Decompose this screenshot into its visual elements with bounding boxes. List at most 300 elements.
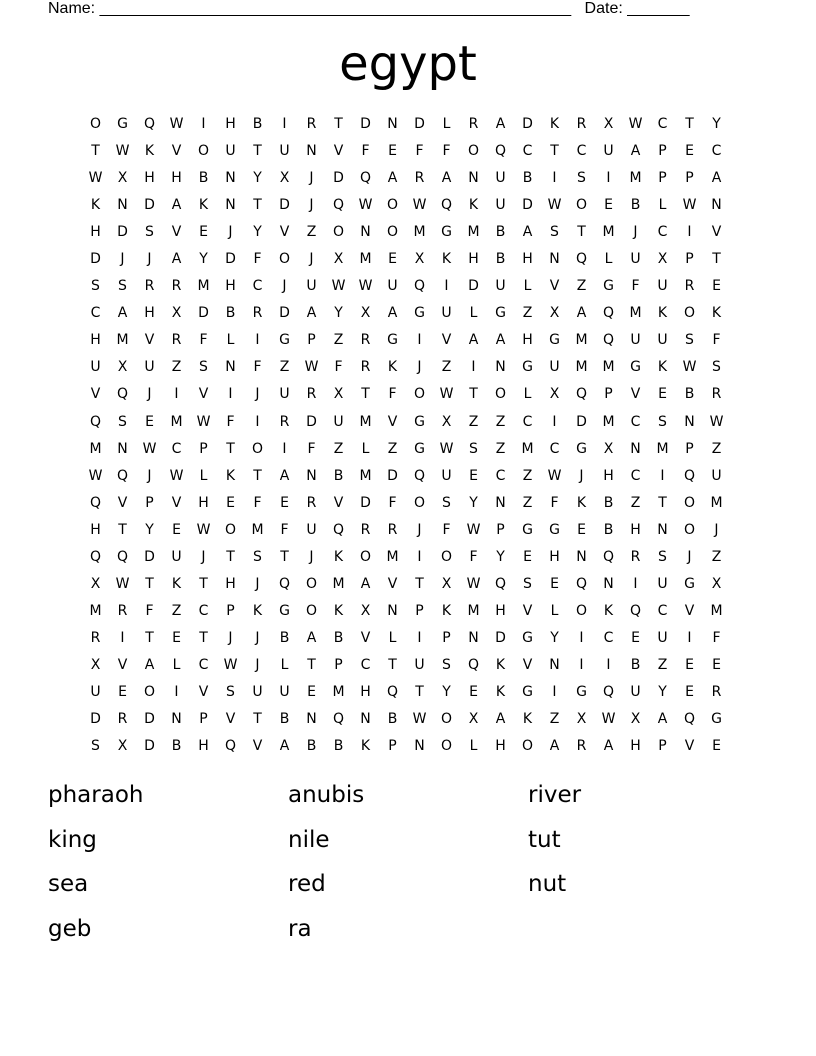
grid-letter: E xyxy=(469,467,478,484)
grid-letter: J xyxy=(687,548,692,565)
grid-letter: U xyxy=(306,278,317,295)
grid-letter: N xyxy=(495,359,506,376)
grid-letter: A xyxy=(495,116,506,132)
grid-letter: B xyxy=(684,386,695,403)
grid-letter: O xyxy=(143,683,156,700)
grid-letter: N xyxy=(603,575,614,592)
grid-letter: H xyxy=(144,305,155,322)
grid-letter: W xyxy=(601,711,616,728)
grid-letter: U xyxy=(90,683,101,700)
grid-letter: O xyxy=(359,548,372,565)
grid-letter: D xyxy=(90,251,101,268)
grid-letter: R xyxy=(171,332,182,349)
grid-letter: U xyxy=(279,143,290,160)
grid-letter: K xyxy=(495,656,506,673)
grid-letter: P xyxy=(685,251,694,268)
grid-letter: O xyxy=(386,197,399,214)
grid-letter: O xyxy=(467,143,480,160)
grid-letter: Y xyxy=(712,116,721,132)
grid-letter: S xyxy=(145,224,154,241)
grid-letter: M xyxy=(413,224,426,241)
grid-letter: R xyxy=(117,602,128,619)
grid-letter: V xyxy=(198,386,209,403)
grid-letter: X xyxy=(360,602,371,619)
grid-letter: Q xyxy=(332,711,345,728)
grid-letter: L xyxy=(523,386,532,403)
grid-letter: Q xyxy=(386,683,399,700)
grid-letter: M xyxy=(332,575,345,592)
grid-letter: H xyxy=(495,602,506,619)
grid-letter: W xyxy=(466,575,481,592)
grid-letter: A xyxy=(306,305,317,322)
grid-letter: I xyxy=(552,170,557,187)
grid-letter: Y xyxy=(334,305,343,322)
grid-letter: W xyxy=(223,656,238,673)
grid-letter: K xyxy=(657,305,668,322)
grid-letter: Z xyxy=(711,548,722,565)
grid-letter: Q xyxy=(413,467,426,484)
grid-letter: D xyxy=(522,116,533,132)
grid-letter: R xyxy=(576,738,587,755)
grid-letter: C xyxy=(657,116,668,132)
grid-letter: Z xyxy=(630,494,641,511)
grid-letter: V xyxy=(144,332,155,349)
grid-letter: L xyxy=(523,278,532,295)
grid-letter: H xyxy=(468,251,479,268)
grid-letter: S xyxy=(523,575,532,592)
grid-letter: K xyxy=(549,116,560,132)
grid-letter: Z xyxy=(306,224,317,241)
grid-letter: S xyxy=(118,413,127,430)
grid-letter: Q xyxy=(575,386,588,403)
grid-letter: X xyxy=(171,305,182,322)
grid-letter: Q xyxy=(359,170,372,187)
grid-letter: A xyxy=(279,467,290,484)
grid-letter: X xyxy=(441,575,452,592)
grid-letter: O xyxy=(521,738,534,755)
grid-letter: I xyxy=(120,629,125,646)
grid-letter: W xyxy=(412,197,427,214)
grid-letter: W xyxy=(169,116,184,132)
grid-letter: Z xyxy=(495,413,506,430)
grid-letter: F xyxy=(712,332,721,349)
word-list-item: nut xyxy=(528,871,567,897)
grid-letter: B xyxy=(333,467,344,484)
grid-letter: G xyxy=(441,224,452,241)
grid-letter: H xyxy=(522,332,533,349)
grid-letter: A xyxy=(603,738,614,755)
grid-letter: O xyxy=(683,521,696,538)
grid-letter: O xyxy=(413,494,426,511)
grid-letter: D xyxy=(387,467,398,484)
grid-letter: L xyxy=(388,629,397,646)
grid-letter: U xyxy=(441,467,452,484)
grid-letter: B xyxy=(522,170,533,187)
grid-letter: G xyxy=(576,440,587,457)
grid-letter: J xyxy=(579,467,584,484)
grid-letter: H xyxy=(603,467,614,484)
grid-letter: F xyxy=(199,332,208,349)
grid-letter: E xyxy=(577,521,586,538)
grid-letter: P xyxy=(415,602,424,619)
grid-letter: J xyxy=(282,278,287,295)
grid-letter: M xyxy=(629,170,642,187)
grid-letter: P xyxy=(496,521,505,538)
grid-letter: D xyxy=(225,251,236,268)
grid-letter: A xyxy=(144,656,155,673)
grid-letter: P xyxy=(307,332,316,349)
grid-letter: I xyxy=(282,116,287,132)
grid-letter: A xyxy=(360,575,371,592)
grid-letter: H xyxy=(630,738,641,755)
grid-letter: N xyxy=(657,521,668,538)
grid-letter: A xyxy=(576,305,587,322)
grid-letter: V xyxy=(225,711,236,728)
grid-letter: G xyxy=(549,521,560,538)
grid-letter: U xyxy=(279,683,290,700)
grid-letter: E xyxy=(307,683,316,700)
grid-letter: R xyxy=(279,413,290,430)
grid-letter: L xyxy=(226,332,235,349)
grid-letter: R xyxy=(360,359,371,376)
grid-letter: N xyxy=(387,116,398,132)
grid-letter: K xyxy=(495,683,506,700)
grid-letter: V xyxy=(90,386,101,403)
grid-letter: M xyxy=(251,521,264,538)
grid-letter: H xyxy=(90,224,101,241)
grid-letter: Q xyxy=(89,413,102,430)
grid-letter: H xyxy=(225,575,236,592)
grid-letter: I xyxy=(633,575,638,592)
grid-letter: K xyxy=(522,711,533,728)
grid-letter: V xyxy=(684,602,695,619)
grid-letter: V xyxy=(117,656,128,673)
grid-letter: Q xyxy=(89,548,102,565)
grid-letter: J xyxy=(714,521,719,538)
grid-letter: W xyxy=(88,467,103,484)
grid-letter: T xyxy=(253,143,262,160)
grid-letter: T xyxy=(199,629,208,646)
grid-letter: H xyxy=(198,494,209,511)
grid-letter: W xyxy=(304,359,319,376)
grid-letter: S xyxy=(226,683,235,700)
grid-letter: R xyxy=(414,170,425,187)
grid-letter: N xyxy=(360,711,371,728)
grid-letter: G xyxy=(279,332,290,349)
grid-letter: V xyxy=(549,278,560,295)
grid-letter: E xyxy=(388,143,397,160)
grid-letter: T xyxy=(685,116,694,132)
grid-letter: R xyxy=(171,278,182,295)
grid-letter: Z xyxy=(468,413,479,430)
grid-letter: O xyxy=(305,575,318,592)
grid-letter: U xyxy=(90,359,101,376)
grid-letter: V xyxy=(387,575,398,592)
grid-letter: F xyxy=(388,494,397,511)
grid-letter: S xyxy=(91,278,100,295)
word-list-item: anubis xyxy=(288,782,365,808)
grid-letter: F xyxy=(712,629,721,646)
grid-letter: Q xyxy=(278,575,291,592)
grid-letter: Y xyxy=(253,170,262,187)
grid-letter: A xyxy=(306,629,317,646)
grid-letter: B xyxy=(495,251,506,268)
grid-letter: M xyxy=(386,548,399,565)
grid-letter: N xyxy=(225,170,236,187)
grid-letter: E xyxy=(145,413,154,430)
grid-letter: K xyxy=(711,305,722,322)
grid-letter: Q xyxy=(116,467,129,484)
grid-letter: J xyxy=(309,548,314,565)
grid-letter: K xyxy=(198,197,209,214)
grid-letter: R xyxy=(360,521,371,538)
grid-letter: N xyxy=(549,251,560,268)
grid-letter: M xyxy=(116,332,129,349)
grid-letter: N xyxy=(414,738,425,755)
grid-letter: M xyxy=(89,440,102,457)
grid-letter: F xyxy=(307,440,316,457)
grid-letter: P xyxy=(145,494,154,511)
grid-letter: N xyxy=(468,629,479,646)
grid-letter: T xyxy=(145,575,154,592)
date-blank[interactable]: _______ xyxy=(627,0,690,17)
word-list-item: geb xyxy=(48,915,92,942)
grid-letter: X xyxy=(360,305,371,322)
grid-letter: G xyxy=(414,440,425,457)
grid-letter: W xyxy=(439,386,454,403)
grid-letter: Q xyxy=(575,575,588,592)
grid-letter: X xyxy=(279,170,290,187)
grid-letter: U xyxy=(171,548,182,565)
grid-letter: K xyxy=(252,602,263,619)
grid-letter: G xyxy=(711,711,722,728)
grid-letter: X xyxy=(711,575,722,592)
grid-letter: Y xyxy=(253,224,262,241)
grid-letter: B xyxy=(198,170,209,187)
grid-letter: R xyxy=(468,116,479,132)
grid-letter: R xyxy=(387,521,398,538)
grid-letter: O xyxy=(197,143,210,160)
word-list-item: red xyxy=(288,871,326,897)
grid-letter: W xyxy=(331,278,346,295)
grid-letter: B xyxy=(333,629,344,646)
grid-letter: X xyxy=(117,738,128,755)
grid-letter: C xyxy=(657,602,668,619)
grid-letter: Q xyxy=(332,197,345,214)
grid-letter: C xyxy=(657,224,668,241)
grid-letter: X xyxy=(603,116,614,132)
grid-letter: G xyxy=(279,602,290,619)
grid-letter: N xyxy=(306,143,317,160)
grid-letter: U xyxy=(657,575,668,592)
grid-letter: D xyxy=(522,197,533,214)
grid-letter: M xyxy=(359,251,372,268)
grid-letter: J xyxy=(201,548,206,565)
grid-letter: J xyxy=(228,224,233,241)
grid-letter: T xyxy=(469,386,478,403)
grid-letter: I xyxy=(417,629,422,646)
grid-letter: A xyxy=(549,738,560,755)
grid-letter: U xyxy=(630,251,641,268)
grid-letter: F xyxy=(442,143,451,160)
grid-letter: K xyxy=(90,197,101,214)
grid-letter: Q xyxy=(683,467,696,484)
grid-letter: K xyxy=(333,602,344,619)
grid-letter: B xyxy=(630,656,641,673)
grid-letter: P xyxy=(685,170,694,187)
grid-letter: S xyxy=(442,656,451,673)
grid-letter: I xyxy=(552,413,557,430)
grid-letter: S xyxy=(685,332,694,349)
grid-letter: Q xyxy=(629,602,642,619)
grid-letter: B xyxy=(603,494,614,511)
grid-letter: B xyxy=(279,711,290,728)
grid-letter: D xyxy=(360,116,371,132)
grid-letter: V xyxy=(171,224,182,241)
grid-letter: G xyxy=(414,413,425,430)
grid-letter: M xyxy=(629,305,642,322)
grid-letter: V xyxy=(171,494,182,511)
grid-letter: C xyxy=(522,413,533,430)
grid-letter: S xyxy=(91,738,100,755)
grid-letter: G xyxy=(522,683,533,700)
grid-letter: H xyxy=(90,521,101,538)
grid-letter: X xyxy=(90,656,101,673)
grid-letter: P xyxy=(658,143,667,160)
grid-letter: Q xyxy=(467,656,480,673)
grid-letter: J xyxy=(147,467,152,484)
grid-letter: X xyxy=(117,359,128,376)
grid-letter: C xyxy=(630,413,641,430)
grid-letter: U xyxy=(495,278,506,295)
grid-letter: Q xyxy=(602,683,615,700)
grid-letter: X xyxy=(441,413,452,430)
grid-letter: Z xyxy=(522,305,533,322)
grid-letter: B xyxy=(252,116,263,132)
grid-letter: D xyxy=(495,629,506,646)
grid-letter: M xyxy=(467,602,480,619)
grid-letter: A xyxy=(117,305,128,322)
grid-letter: V xyxy=(333,143,344,160)
grid-letter: D xyxy=(279,197,290,214)
grid-letter: R xyxy=(306,116,317,132)
grid-letter: C xyxy=(198,602,209,619)
grid-letter: I xyxy=(174,683,179,700)
grid-letter: T xyxy=(118,521,127,538)
grid-letter: Z xyxy=(495,440,506,457)
grid-letter: U xyxy=(630,683,641,700)
grid-letter: F xyxy=(631,278,640,295)
grid-letter: Z xyxy=(333,332,344,349)
grid-letter: T xyxy=(388,656,397,673)
grid-letter: J xyxy=(147,251,152,268)
grid-letter: M xyxy=(170,413,183,430)
grid-letter: V xyxy=(441,332,452,349)
grid-letter: O xyxy=(413,386,426,403)
grid-letter: F xyxy=(253,359,262,376)
grid-letter: J xyxy=(147,386,152,403)
grid-letter: J xyxy=(228,629,233,646)
grid-letter: H xyxy=(495,738,506,755)
grid-letter: S xyxy=(442,494,451,511)
grid-letter: T xyxy=(658,494,667,511)
grid-letter: A xyxy=(630,143,641,160)
grid-letter: E xyxy=(604,197,613,214)
header xyxy=(48,0,690,18)
grid-letter: U xyxy=(333,413,344,430)
grid-letter: P xyxy=(199,440,208,457)
grid-letter: P xyxy=(388,738,397,755)
grid-letter: T xyxy=(226,440,235,457)
grid-letter: U xyxy=(495,197,506,214)
grid-letter: K xyxy=(333,548,344,565)
grid-letter: I xyxy=(660,467,665,484)
grid-letter: M xyxy=(710,602,723,619)
grid-letter: U xyxy=(252,683,263,700)
grid-letter: X xyxy=(414,251,425,268)
grid-letter: E xyxy=(685,143,694,160)
grid-letter: R xyxy=(144,278,155,295)
grid-letter: V xyxy=(684,738,695,755)
grid-letter: Y xyxy=(145,521,154,538)
grid-letter: H xyxy=(225,278,236,295)
grid-letter: R xyxy=(90,629,101,646)
grid-letter: Z xyxy=(549,711,560,728)
grid-letter: F xyxy=(442,521,451,538)
grid-letter: C xyxy=(90,305,101,322)
grid-letter: W xyxy=(358,197,373,214)
grid-letter: O xyxy=(278,251,291,268)
grid-letter: T xyxy=(550,143,559,160)
grid-letter: D xyxy=(117,224,128,241)
grid-letter: N xyxy=(549,656,560,673)
grid-letter: L xyxy=(172,656,181,673)
grid-letter: I xyxy=(552,683,557,700)
grid-letter: D xyxy=(144,738,155,755)
grid-letter: P xyxy=(334,656,343,673)
grid-letter: L xyxy=(280,656,289,673)
grid-letter: O xyxy=(440,711,453,728)
grid-letter: F xyxy=(469,548,478,565)
grid-letter: W xyxy=(115,575,130,592)
grid-letter: T xyxy=(253,197,262,214)
name-blank[interactable]: _____________________________________________________ xyxy=(99,0,572,17)
grid-letter: L xyxy=(469,305,478,322)
grid-letter: U xyxy=(441,305,452,322)
grid-letter: M xyxy=(602,413,615,430)
grid-letter: D xyxy=(279,305,290,322)
grid-letter: T xyxy=(712,251,721,268)
grid-letter: Z xyxy=(711,440,722,457)
grid-letter: R xyxy=(711,683,722,700)
grid-letter: Q xyxy=(224,738,237,755)
grid-letter: B xyxy=(333,738,344,755)
grid-letter: J xyxy=(309,170,314,187)
grid-letter: F xyxy=(361,143,370,160)
grid-letter: J xyxy=(417,359,422,376)
grid-letter: L xyxy=(550,602,559,619)
grid-letter: K xyxy=(441,602,452,619)
grid-letter: J xyxy=(255,575,260,592)
grid-letter: I xyxy=(687,224,692,241)
grid-letter: O xyxy=(89,116,102,132)
grid-letter: S xyxy=(253,548,262,565)
grid-letter: B xyxy=(387,711,398,728)
grid-letter: K xyxy=(225,467,236,484)
grid-letter: G xyxy=(387,332,398,349)
grid-letter: A xyxy=(522,224,533,241)
grid-letter: D xyxy=(144,197,155,214)
